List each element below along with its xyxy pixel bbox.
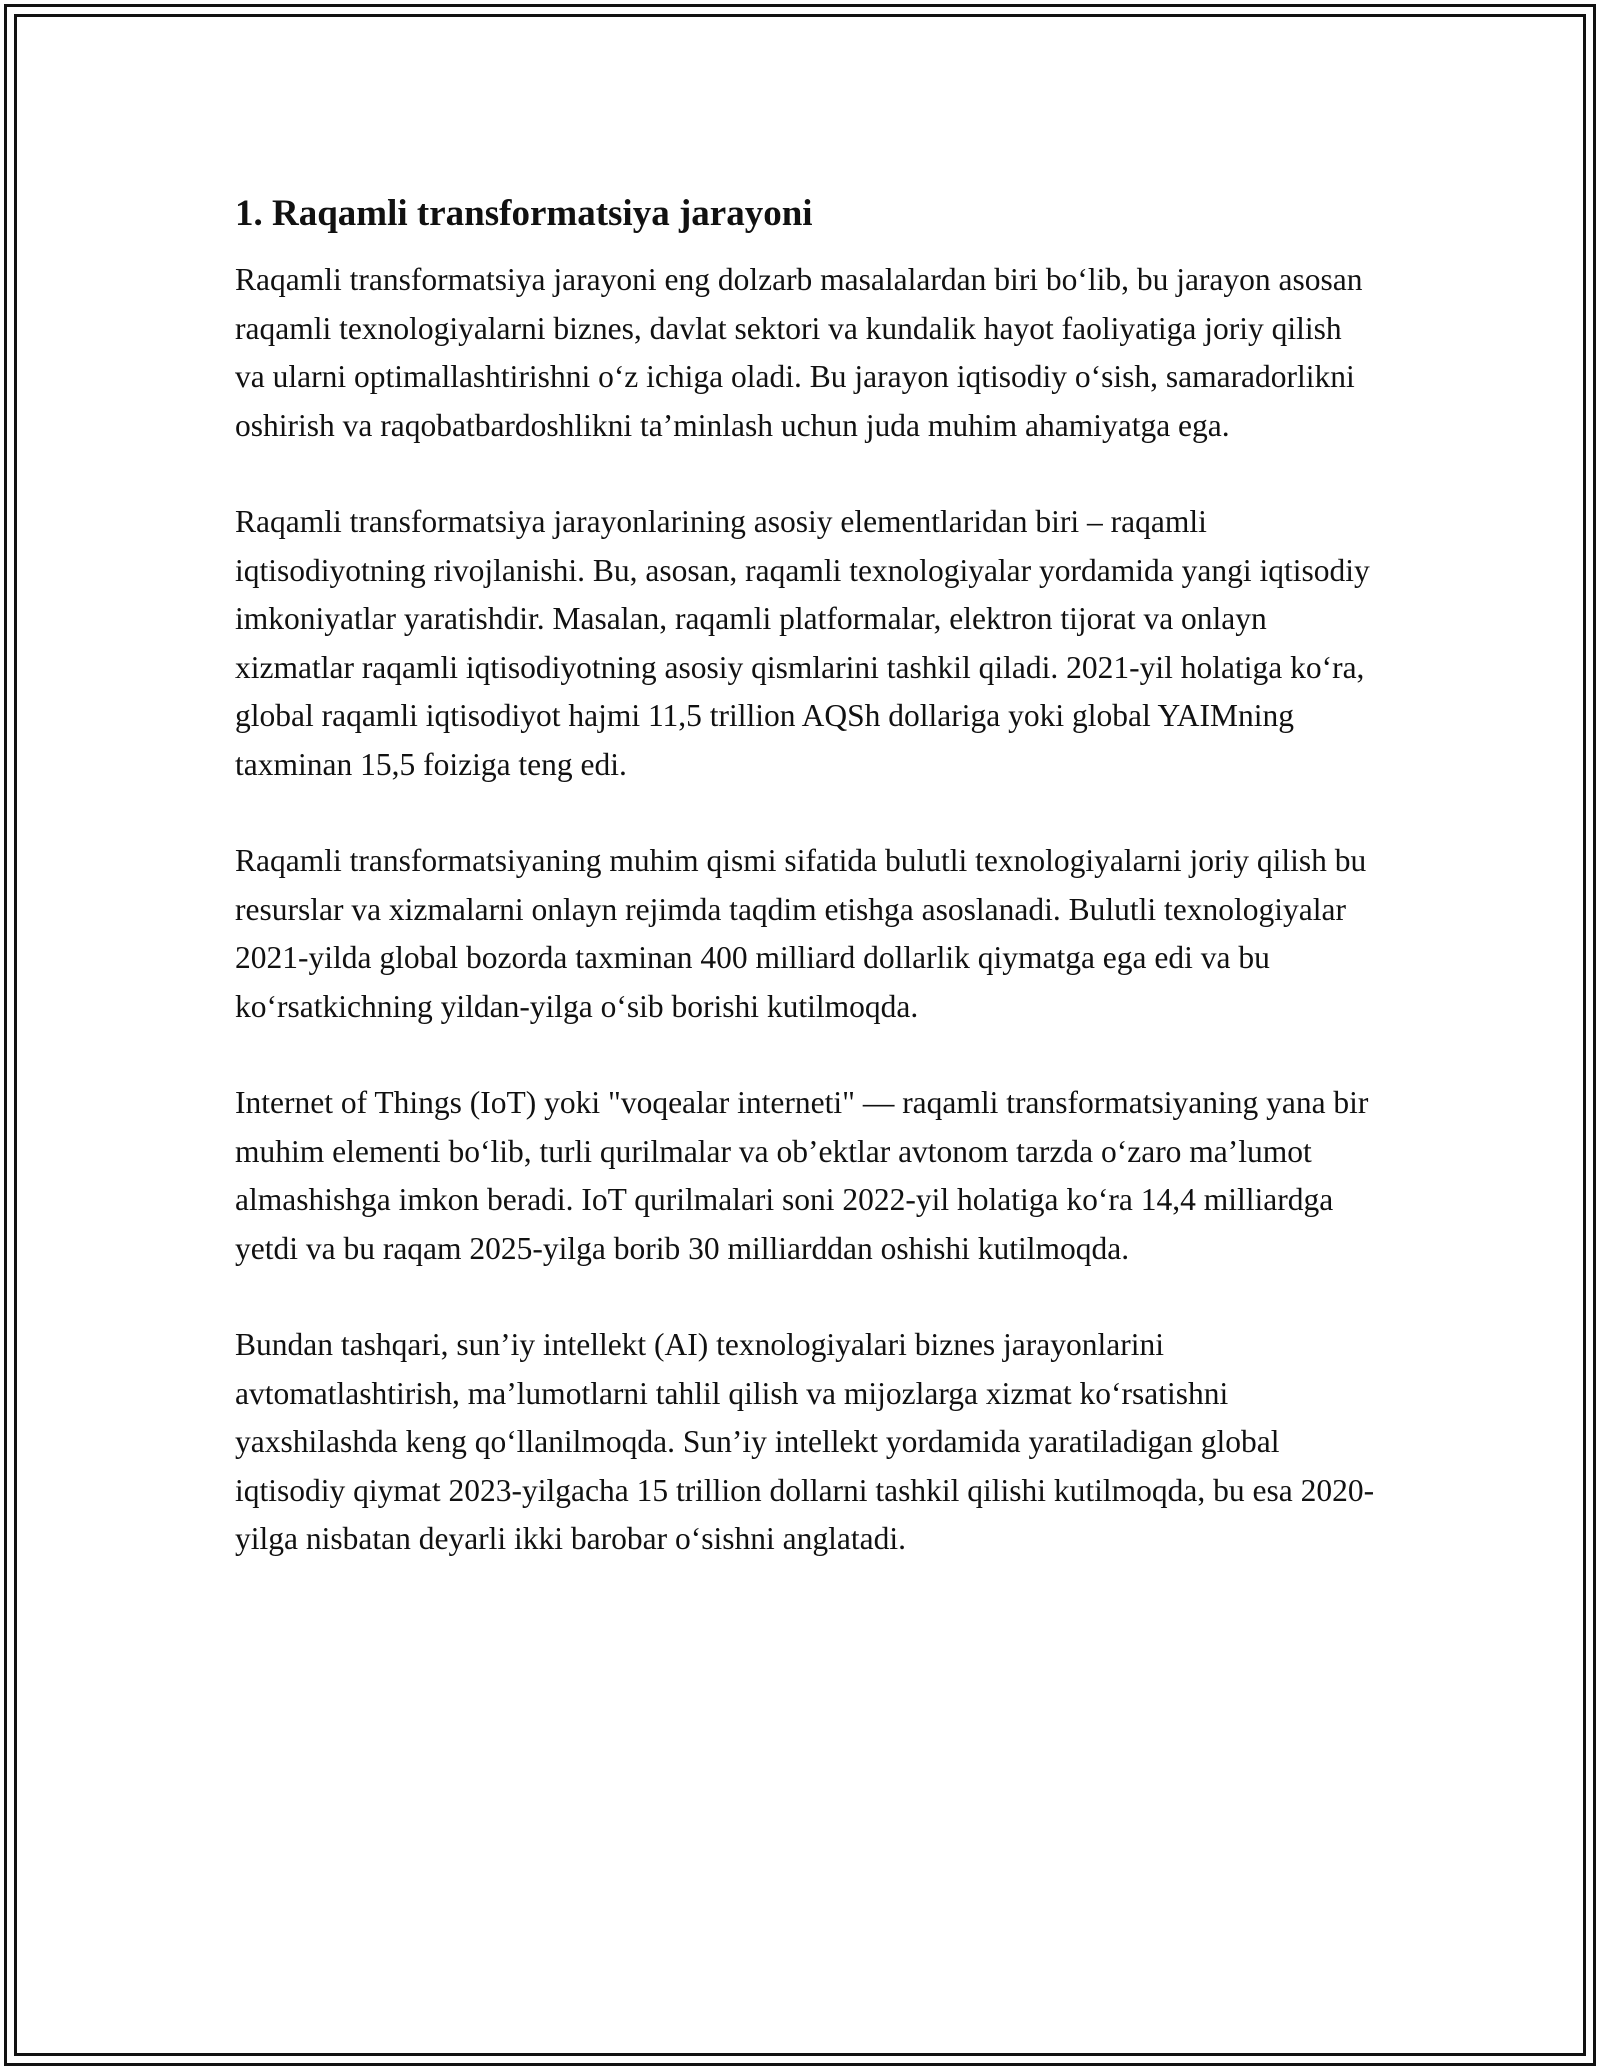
- paragraph-digital-economy: Raqamli transformatsiya jarayonlarining asosiy elementlaridan biri – raqamli iqtisodiyotning rivojlanishi. Bu, asosan, raqamli texnologiyalar yordamida yangi iqtisodiy imkoniyatlar yaratishdir. Masalan, raqamli platformalar, elektron tijorat va onlayn xizmatlar raqamli iqtisodiyotning asosiy qismlarini tashkil qiladi. 2021-yil holatiga ko‘ra, global raqamli iqtisodiyot hajmi 11,5 trillion AQSh dollariga yoki global YAIMning taxminan 15,5 foiziga teng edi.: [235, 504, 1370, 782]
- paragraph-ai: Bundan tashqari, sun’iy intellekt (AI) texnologiyalari biznes jarayonlarini avtomatlashtirish, ma’lumotlarni tahlil qilish va mijozlarga xizmat ko‘rsatishni yaxshilashda keng qo‘llanilmoqda. Sun’iy intellekt yordamida yaratiladigan global iqtisodiy qiymat 2023-yilgacha 15 trillion dollarni tashkil qilishi kutilmoqda, bu esa 2020-yilga nisbatan deyarli ikki barobar o‘sishni anglatadi.: [235, 1327, 1375, 1556]
- paragraph-cloud: Raqamli transformatsiyaning muhim qismi sifatida bulutli texnologiyalarni joriy qilish bu resurslar va xizmalarni onlayn rejimda taqdim etishga asoslanadi. Bulutli texnologiyalar 2021-yilda global bozorda taxminan 400 milliard dollarlik qiymatga ega edi va bu ko‘rsatkichning yildan-yilga o‘sib borishi kutilmoqda.: [235, 843, 1367, 1024]
- paragraph-iot: Internet of Things (IoT) yoki "voqealar interneti" — raqamli transformatsiyaning yana bir muhim elementi bo‘lib, turli qurilmalar va ob’ektlar avtonom tarzda o‘zaro ma’lumot almashishga imkon beradi. IoT qurilmalari soni 2022-yil holatiga ko‘ra 14,4 milliardga yetdi va bu raqam 2025-yilga borib 30 milliarddan oshishi kutilmoqda.: [235, 1085, 1369, 1266]
- document-body: [235, 190, 1375, 1612]
- section-heading: 1. Raqamli transformatsiya jarayoni: [235, 193, 813, 234]
- paragraph-intro: Raqamli transformatsiya jarayoni eng dolzarb masalalardan biri bo‘lib, bu jarayon asosan raqamli texnologiyalarni biznes, davlat sektori va kundalik hayot faoliyatiga joriy qilish va ularni optimallashtirishni o‘z ichiga oladi. Bu jarayon iqtisodiy o‘sish, samaradorlikni oshirish va raqobatbardoshlikni ta’minlash uchun juda muhim ahamiyatga ega.: [235, 262, 1363, 443]
